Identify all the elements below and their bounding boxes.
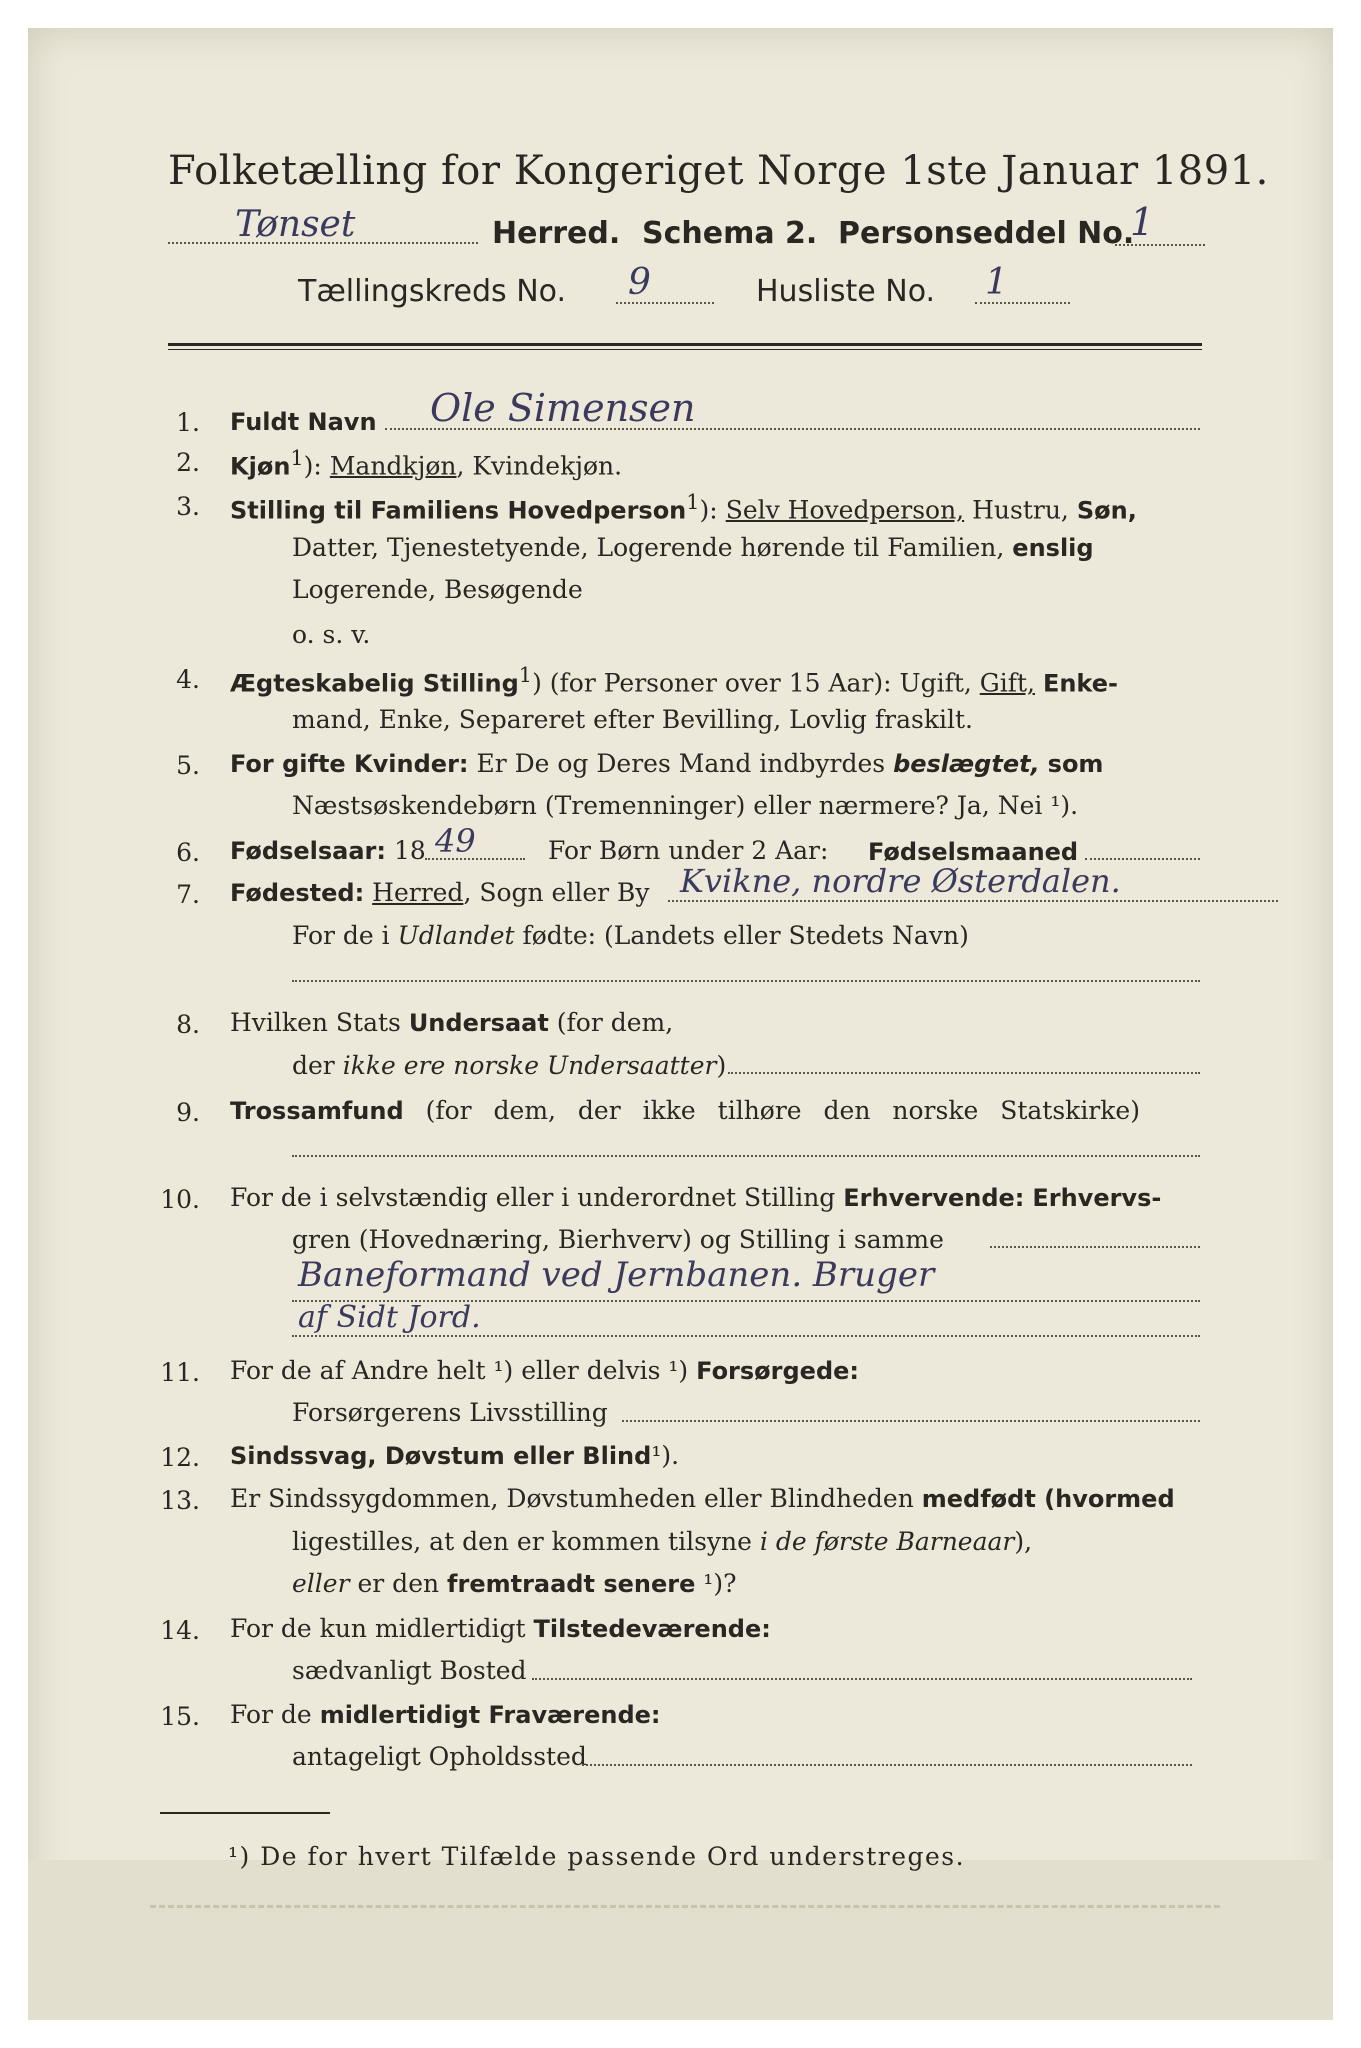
item-9-fill-line [292,1155,1200,1157]
item-7-value: Kvikne, nordre Østerdalen. [680,862,1121,900]
item-14-number: 14. [160,1616,200,1645]
item-7-line-2: For de i Udlandet fødte: (Landets eller Stedets Navn) [292,921,969,950]
item-3-sup: 1 [686,490,700,514]
item-8-fill-line [728,1072,1200,1074]
item-5-line-1: For gifte Kvinder: Er De og Deres Mand indbyrdes beslægtet, som [230,749,1104,778]
item-3-number: 3. [176,492,200,521]
item-6-label-2: Fødselsmaaned [868,838,1079,866]
herred-label: Herred. [492,216,621,251]
item-5-line-2: Næstsøskendebørn (Tremenninger) eller nærmere? Ja, Nei ¹). [292,791,1079,820]
item-11-label: Forsørgede: [696,1357,860,1385]
item-3-line-1 [230,490,1137,525]
personseddel-value: 1 [1130,200,1155,244]
item-5-label: For gifte Kvinder: [230,750,469,778]
item-6-month-fill-line [1085,858,1200,860]
item-4-line-2: mand, Enke, Separeret efter Bevilling, Lovlig fraskilt. [292,705,973,734]
item-8-line-1: Hvilken Stats Undersaat (for dem, [230,1008,674,1037]
item-1-label: Fuldt Navn [230,408,377,436]
item-14-line-1: For de kun midlertidigt Tilstedeværende: [230,1614,771,1643]
item-1-value: Ole Simensen [430,386,696,430]
item-6-mid-text: For Børn under 2 Aar: [548,836,829,865]
item-2-option-mandkjon: Mandkjøn [329,451,457,481]
item-15-fill-line [582,1764,1192,1766]
item-4-label: Ægteskabelig Stilling [230,669,519,698]
item-6-year-value: 49 [435,822,476,860]
personseddel-fill-line [1115,244,1205,246]
item-6-label: Fødselsaar: [230,837,386,865]
item-3-selected: Selv Hovedperson, [725,495,965,525]
item-7-selected: Herred [372,878,464,907]
item-13-number: 13. [160,1486,200,1515]
item-1-number: 1. [176,408,200,437]
item-3-tail-bold: Søn, [1076,496,1137,525]
taellingskreds-value: 9 [628,262,651,303]
item-10-fill-line-3 [292,1335,1200,1337]
item-8-line-2: der ikke ere norske Undersaatter) [292,1051,727,1080]
item-9-label: Trossamfund [230,1097,404,1125]
item-3-rest: ): [699,495,718,525]
item-15-number: 15. [160,1702,200,1731]
item-2-rest: ): [303,451,322,481]
item-7-line-1: Fødested: Herred, Sogn eller By [230,878,650,907]
footnote-rule [160,1812,330,1814]
item-12-line: Sindssvag, Døvstum eller Blind¹). [230,1441,680,1470]
form-title: Folketælling for Kongeriget Norge 1ste Januar 1891. [168,148,1269,194]
item-7-number: 7. [176,880,200,909]
item-3-label: Stilling til Familiens Hovedperson [230,496,687,525]
item-2-line [230,446,623,481]
taellingskreds-label: Tællingskreds No. [298,274,566,309]
item-4-selected: Gift, [979,668,1035,698]
item-4-number: 4. [176,665,200,694]
paper-bottom-strip [28,1860,1333,2020]
item-10-fill-line [990,1246,1200,1248]
item-13-line-3: eller er den fremtraadt senere ¹)? [292,1569,737,1598]
item-2-number: 2. [176,448,200,477]
item-10-label: Erhvervende: [843,1184,1025,1212]
item-9-number: 9. [176,1098,200,1127]
herred-value: Tønset [235,204,356,245]
item-6-year-fill-line [425,858,525,860]
item-8-number: 8. [176,1010,200,1039]
item-7-fill-line [668,900,1278,902]
bottom-dashed-line [150,1905,1220,1908]
schema-label: Schema 2. [642,216,818,251]
item-10-value-1: Baneformand ved Jernbanen. Bruger [298,1255,935,1295]
item-3-line-3: Logerende, Besøgende [292,575,583,604]
item-2-sup: 1 [290,446,304,470]
item-14-line-2: sædvanligt Bosted [292,1656,527,1685]
item-10-line-2: gren (Hovednæring, Bierhverv) og Stilling i samme [292,1225,944,1254]
personseddel-label: Personseddel No. [838,216,1135,251]
item-12-number: 12. [160,1443,200,1472]
husliste-value: 1 [985,262,1008,303]
item-2-label: Kjøn [230,452,291,481]
census-form-sheet [28,28,1333,2020]
item-6-number: 6. [176,838,200,867]
item-6-line: Fødselsaar: 18 [230,836,426,865]
item-13-line-2: ligestilles, at den er kommen tilsyne i de første Barneaar), [292,1527,1033,1556]
item-11-fill-line [622,1420,1200,1422]
item-10-value-2: af Sidt Jord. [298,1300,481,1335]
item-10-line-1: For de i selvstændig eller i underordnet Stilling Erhvervende: Erhvervs- [230,1183,1162,1212]
item-13-line-1: Er Sindssygdommen, Døvstumheden eller Blindheden medfødt (hvormed [230,1484,1175,1513]
item-3-line-4: o. s. v. [292,620,371,649]
item-7-fill-line-2 [292,980,1200,982]
item-9-line: Trossamfund (for dem, der ikke tilhøre den norske Statskirke) [230,1096,1140,1125]
item-15-line-2: antageligt Opholdssted [292,1742,587,1771]
item-12-label: Sindssvag, Døvstum eller Blind [230,1442,652,1470]
item-4-line-1: Ægteskabelig Stilling$^1$) (for Personer over 15 Aar): Ugift, Gift, Enke- [230,663,1118,698]
item-11-line-2: Forsørgerens Livsstilling [292,1398,608,1427]
header-divider [168,343,1202,350]
item-2-option-kvindekjon: , Kvindekjøn. [456,451,623,481]
item-11-number: 11. [160,1358,200,1387]
item-15-label: midlertidigt Fraværende: [319,1701,661,1729]
footnote: ¹) De for hvert Tilfælde passende Ord understreges. [228,1842,966,1871]
husliste-label: Husliste No. [756,274,936,309]
item-5-number: 5. [176,751,200,780]
item-10-number: 10. [160,1185,200,1214]
item-14-label: Tilstedeværende: [533,1615,771,1643]
item-7-label: Fødested: [230,879,365,907]
item-3-line-2: Datter, Tjenestetyende, Logerende hørende til Familien, enslig [292,533,1094,562]
item-3-tail: Hustru, [972,495,1069,525]
item-8-label: Undersaat [408,1009,549,1037]
item-15-line-1: For de midlertidigt Fraværende: [230,1700,661,1729]
item-14-fill-line [532,1678,1192,1680]
item-13-label: medfødt [921,1485,1036,1513]
item-11-line-1: For de af Andre helt ¹) eller delvis ¹) Forsørgede: [230,1356,860,1385]
